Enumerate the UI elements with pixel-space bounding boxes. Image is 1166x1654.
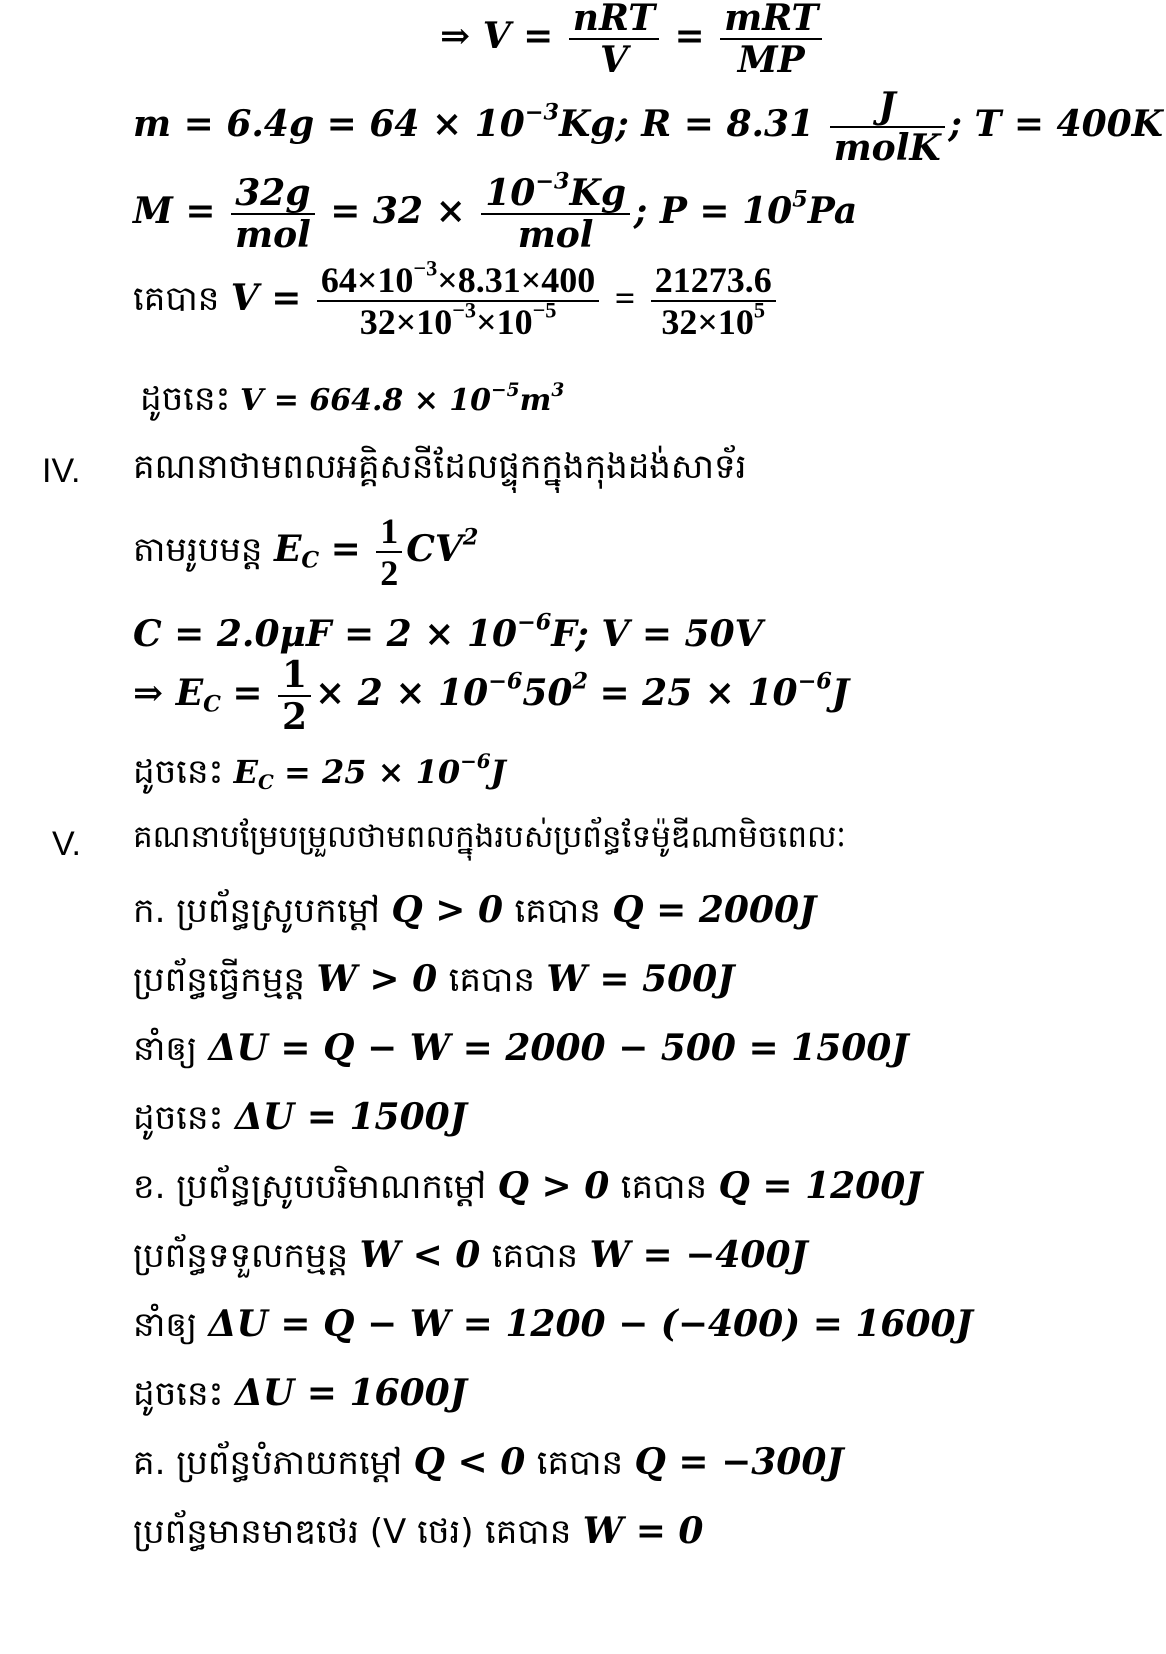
- eq1-lhs: ⇒ V =: [440, 15, 554, 57]
- label-by-formula: តាមរូបមន្ត: [133, 530, 263, 570]
- list-item: ប្រព័ន្ធមានមាឌថេរ (V ថេរ) គេបាន W = 0: [133, 1510, 704, 1552]
- list-item: នាំឲ្យ ΔU = Q − W = 1200 − (−400) = 1600J: [133, 1303, 973, 1345]
- label-conclusion-energy: ដូចនេះ: [133, 752, 224, 792]
- section-v-title: គណនាបម្រែបម្រួលថាមពលក្នុងរបស់ប្រព័ន្ធទែម៉ូឌីណាមិចពេលៈ: [133, 819, 847, 855]
- fraction-kg-over-mol: $\frac{10^{-3}Kg}{\text{mol}}$: [481, 175, 630, 253]
- equation-ideal-gas-volume: ⇒ V = $\frac{\text{nRT}}{V}$ = $\frac{\text{mRT}}{MP}$: [440, 0, 826, 78]
- fraction-j-over-molk: $\frac{J}{\text{molK}}$: [830, 88, 945, 166]
- fraction-32g-over-mol: $\frac{32g}{\text{mol}}$: [231, 175, 315, 253]
- fraction-one-half-calc: $\frac{1}{2}$: [278, 657, 311, 735]
- list-item: នាំឲ្យ ΔU = Q − W = 2000 − 500 = 1500J: [133, 1027, 909, 1069]
- fraction-mrt-over-mp: $\frac{\text{mRT}}{MP}$: [720, 0, 822, 78]
- equation-given-c-v: $C = 2.0\mu F = 2 \times 10^{-6}F$; V = 50V: [133, 609, 763, 655]
- list-item: ដូចនេះ ΔU = 1600J: [133, 1372, 467, 1414]
- equation-capacitor-energy-calc: ⇒ $E_C$ = $\frac{1}{2}$ × $2 \times 10^{-6}50^2 = 25 \times 10^{-6}J$: [133, 654, 849, 738]
- list-item: ក. ប្រព័ន្ធស្រូបកម្ដៅ Q > 0 គេបាន Q = 2000J: [133, 889, 817, 931]
- fraction-result: $\frac{21273.6}{32\times 10^5}$: [651, 262, 776, 340]
- list-item: ខ. ប្រព័ន្ធស្រូបបរិមាណកម្ដៅ Q > 0 គេបាន Q = 1200J: [133, 1165, 923, 1207]
- fraction-nrt-over-v: $\frac{\text{nRT}}{V}$: [569, 0, 659, 78]
- equation-volume-result: ដូចនេះ $V = 664.8 \times 10^{-5}m^3$: [140, 379, 565, 419]
- list-item: ប្រព័ន្ធធ្វើកម្មន្ត W > 0 គេបាន W = 500J: [133, 958, 735, 1000]
- section-numeral-iv: IV.: [42, 452, 81, 490]
- fraction-one-half: $\frac{1}{2}$: [376, 513, 402, 591]
- equation-given-values-m-r-t: $m = 6.4g = 64 \times 10^{-3}Kg$; R = 8.31 $\frac{J}{\text{molK}}$ ; T = 400K: [133, 85, 1163, 169]
- label-therefore-get: គេបាន: [133, 279, 220, 319]
- fraction-substitution: $\frac{64\times 10^{-3}\times 8.31\times 400}{32\times 10^{-3}\times 10^{-5}}$: [317, 262, 599, 340]
- label-conclusion: ដូចនេះ: [140, 379, 231, 419]
- list-item: ដូចនេះ ΔU = 1500J: [133, 1096, 467, 1138]
- equation-volume-substitution: គេបាន V = $\frac{64\times 10^{-3}\times 8.31\times 400}{32\times 10^{-3}\times 10^{-5}}$ = $\frac{21273.6}{32\times 10^5}$: [133, 262, 780, 340]
- section-iv-title: គណនាថាមពលអគ្គិសនីដែលផ្ទុកក្នុងកុងដង់សាទ័រ: [133, 447, 747, 487]
- list-item: ប្រព័ន្ធទទួលកម្មន្ត W < 0 គេបាន W = −400J: [133, 1234, 808, 1276]
- equation-capacitor-energy-formula: តាមរូបមន្ត $E_C$ = $\frac{1}{2}$ $CV^2$: [133, 511, 479, 593]
- equation-given-values-m-p: M = $\frac{32g}{\text{mol}}$ = 32 × $\frac{10^{-3}Kg}{\text{mol}}$ ; $P = 10^5Pa$: [133, 168, 858, 256]
- list-item: គ. ប្រព័ន្ធបំភាយកម្ដៅ Q < 0 គេបាន Q = −300J: [133, 1441, 844, 1483]
- equation-capacitor-energy-result: ដូចនេះ $E_C = 25 \times 10^{-6}J$: [133, 749, 506, 794]
- section-numeral-v: V.: [52, 825, 82, 863]
